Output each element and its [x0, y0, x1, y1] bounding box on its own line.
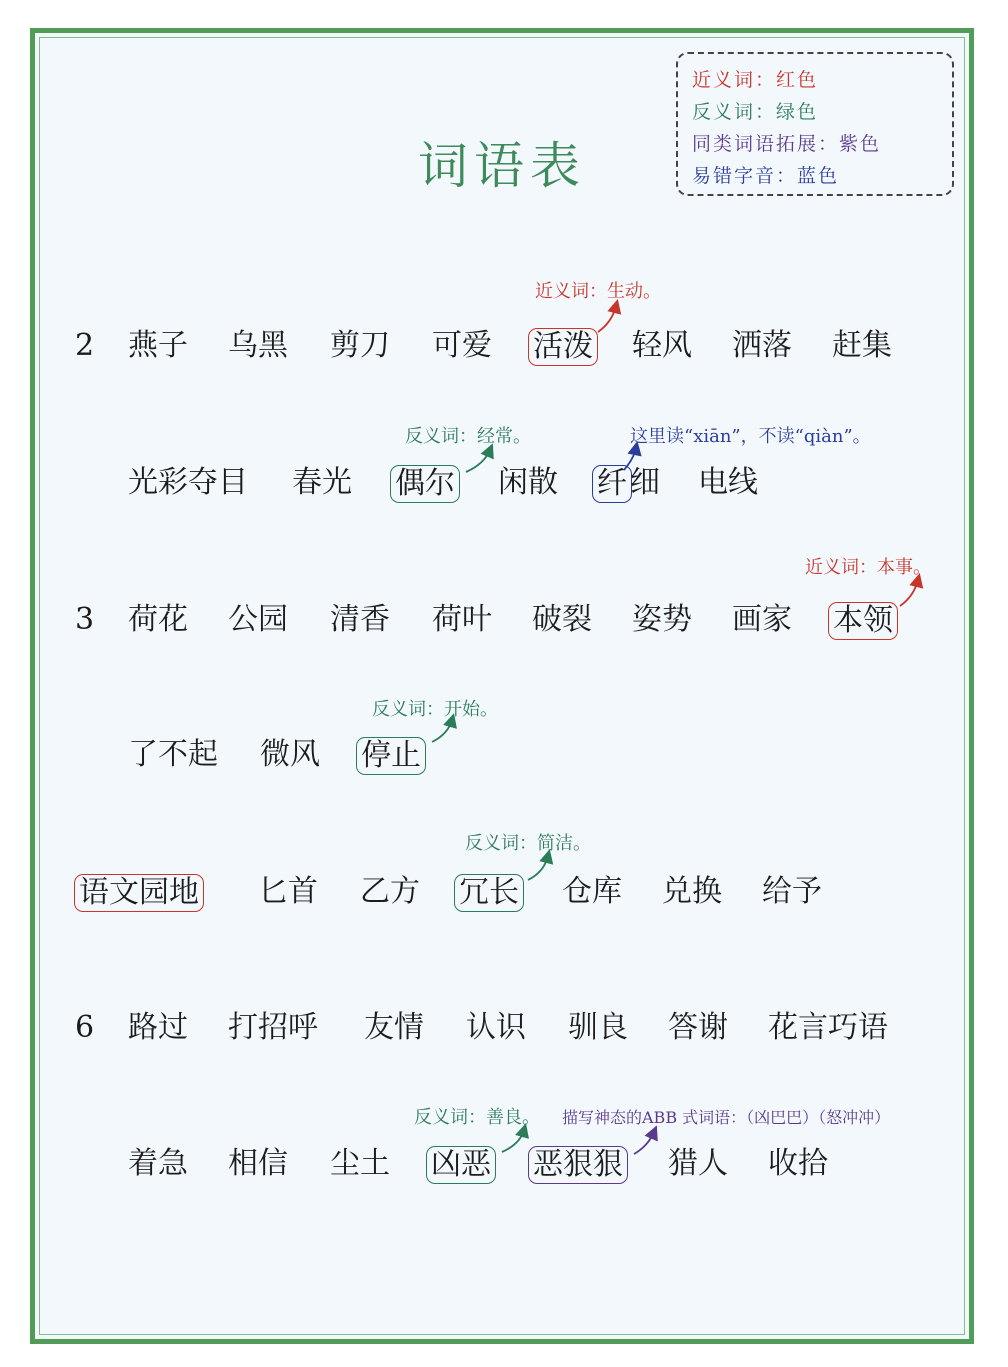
- word: 春光: [292, 465, 352, 500]
- word: 收拾: [768, 1146, 828, 1181]
- word-boxed-extension: 恶狠狠: [528, 1146, 628, 1184]
- word: 乌黑: [228, 328, 288, 363]
- note-extension: 描写神态的ABB 式词语：（凶巴巴）（怒冲冲）: [562, 1108, 891, 1127]
- word: 电线: [698, 465, 758, 500]
- char-boxed-pronunciation: 纤: [592, 465, 632, 503]
- word: 洒落: [732, 328, 792, 363]
- word-boxed-synonym: 本领: [828, 602, 898, 640]
- word: 细: [630, 465, 660, 500]
- word: 闲散: [498, 465, 558, 500]
- word: 猎人: [668, 1146, 728, 1181]
- color-legend: [676, 52, 954, 196]
- word: 路过: [128, 1010, 188, 1045]
- legend-pronunciation: 易错字音：蓝色: [692, 165, 840, 187]
- word: 着急: [128, 1146, 188, 1181]
- word: 轻风: [632, 328, 692, 363]
- word-boxed-antonym: 冗长: [454, 874, 524, 912]
- word: 匕首: [258, 874, 318, 909]
- word: 打招呼: [228, 1010, 318, 1045]
- word: 破裂: [532, 602, 592, 637]
- note-synonym: 近义词：本事。: [805, 557, 931, 578]
- note-antonym: 反义词：经常。: [405, 426, 531, 447]
- frame-inner-border: [39, 37, 965, 1335]
- word: 给予: [762, 874, 822, 909]
- word: 尘土: [330, 1146, 390, 1181]
- note-antonym: 反义词：简洁。: [465, 833, 591, 854]
- word: 剪刀: [330, 328, 390, 363]
- word: 相信: [228, 1146, 288, 1181]
- word: 画家: [732, 602, 792, 637]
- word: 仓库: [562, 874, 622, 909]
- word: 友情: [364, 1010, 424, 1045]
- word: 乙方: [360, 874, 420, 909]
- word: 兑换: [662, 874, 722, 909]
- legend-synonym: 近义词：红色: [692, 69, 819, 91]
- word: 荷花: [128, 602, 188, 637]
- word: 光彩夺目: [128, 465, 248, 500]
- word-boxed-antonym: 偶尔: [390, 465, 460, 503]
- section-label-boxed: 语文园地: [74, 874, 204, 912]
- note-antonym: 反义词：开始。: [372, 699, 498, 720]
- word: 答谢: [668, 1010, 728, 1045]
- lesson-number: 2: [75, 328, 95, 363]
- note-synonym: 近义词：生动。: [535, 281, 661, 302]
- legend-extension: 同类词语拓展：紫色: [692, 133, 882, 155]
- word: 驯良: [568, 1010, 628, 1045]
- word: 公园: [228, 602, 288, 637]
- word-boxed-antonym: 停止: [356, 737, 426, 775]
- lesson-number: 6: [75, 1010, 95, 1045]
- word: 了不起: [128, 737, 218, 772]
- word: 荷叶: [432, 602, 492, 637]
- page-title: 词语表: [418, 137, 586, 195]
- word: 清香: [330, 602, 390, 637]
- word: 燕子: [128, 328, 188, 363]
- word: 微风: [260, 737, 320, 772]
- legend-antonym: 反义词：绿色: [692, 101, 819, 123]
- lesson-number: 3: [75, 602, 95, 637]
- word: 花言巧语: [768, 1010, 888, 1045]
- word-boxed-synonym: 活泼: [528, 328, 598, 366]
- word: 姿势: [632, 602, 692, 637]
- note-antonym: 反义词：善良。: [414, 1107, 540, 1128]
- word: 认识: [466, 1010, 526, 1045]
- word-boxed-antonym: 凶恶: [426, 1146, 496, 1184]
- word: 可爱: [432, 328, 492, 363]
- word: 赶集: [832, 328, 892, 363]
- note-pronunciation: 这里读“xiān”，不读“qiàn”。: [630, 426, 871, 447]
